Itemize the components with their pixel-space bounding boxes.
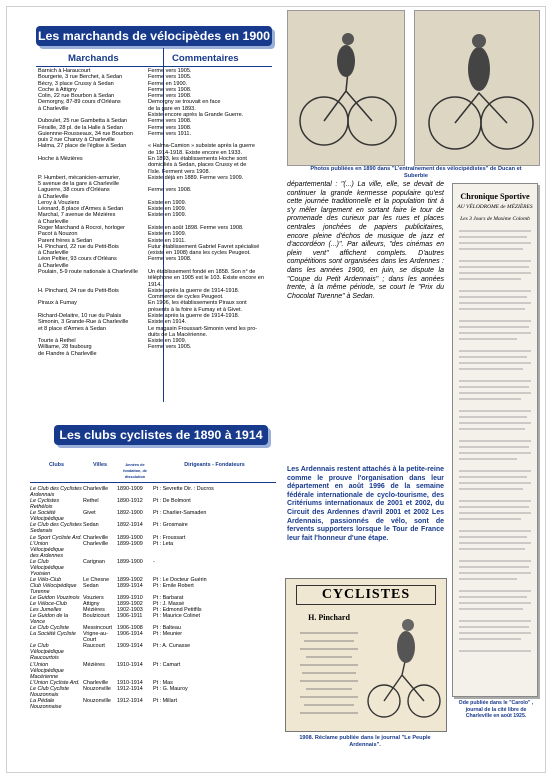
club-city: Charleville <box>83 679 109 686</box>
photo-cyclist-left <box>287 10 405 166</box>
merchant-comment: Ferme vers 1908. <box>148 86 192 93</box>
merchant-comment: Un établissement fondé en 1858. Son n° de <box>148 269 256 275</box>
ad-brand: CYCLISTES <box>296 585 436 605</box>
column-header-merchants: Marchands <box>68 53 119 64</box>
merchant-comment: de la gare en 1893. <box>148 105 196 112</box>
club-name: La Pédale Nouzonnaise <box>30 697 62 710</box>
merchant-comment: 1914. <box>148 281 162 288</box>
photos-caption: Photos publiées en 1890 dans "L'entraînement des vélocipédistes" de Ducan et Suberbie <box>310 166 522 179</box>
chronicle-title: Chronique Sportive <box>460 192 530 201</box>
merchant-name: Bourgerie, 3 rue Berchet, à Sedan <box>38 74 123 81</box>
merchant-name: à Charleville <box>38 250 69 257</box>
club-years: 1909-1914 <box>117 643 143 650</box>
merchant-comment: Ferme vers 1908. <box>148 187 192 194</box>
merchant-name: à Charleville <box>38 262 69 269</box>
merchant-name: de Flandre à Charleville <box>38 350 97 357</box>
club-name: Le Club Cycliste <box>30 685 69 692</box>
club-leaders: Pt : Charlier-Samaden <box>153 510 207 517</box>
merchant-name: Duboulet, 25 rue Gambetta à Sedan <box>38 118 128 125</box>
merchant-name: Halma, 27 place de l'église à Sedan <box>38 143 127 150</box>
club-leaders: Pt : Camart <box>153 661 181 668</box>
club-name: Le Club des Cyclistes <box>30 522 82 529</box>
merchant-comment <box>148 351 278 357</box>
club-years: 1890-1912 <box>117 498 143 505</box>
merchant-name: Richard-Delaitre, 10 rue du Palais <box>38 312 122 319</box>
header-rule <box>36 66 272 67</box>
merchant-name: 5 avenue de la gare à Charleville <box>38 181 120 188</box>
club-leaders: Pt : Sevrette Dir. : Ducros <box>153 486 214 493</box>
merchants-table <box>38 68 278 357</box>
merchant-comment: Ferme vers 1908. <box>148 256 192 263</box>
club-row <box>30 541 276 553</box>
club-name: Le Véloce-Club <box>30 601 67 608</box>
ad-text-block <box>298 627 360 723</box>
club-name: Le Guidon Vouzinois <box>30 594 80 601</box>
merchant-name: Piraux à Fumay <box>38 300 77 307</box>
merchant-comment: Existe en 1909. <box>148 206 187 213</box>
merchant-name: H. Pinchard, 24 rue du Petit-Bois <box>38 287 119 294</box>
club-name: L'Union Cycliste Ard. <box>30 679 80 686</box>
club-name: Turenne <box>30 588 50 595</box>
chronicle-section: Les 3 Jours de Maxime Colomb <box>460 216 530 222</box>
club-leaders: Pt : Le Docteur Guérin <box>153 576 207 583</box>
club-years: 1899-1909 <box>117 540 143 547</box>
club-row <box>30 559 276 571</box>
merchant-comment: présents à la foire à Fumay et à Givet. <box>148 306 243 313</box>
club-name: Le Sport Cycliste Ard. <box>30 534 82 541</box>
merchant-comment: « Halma-Camion » subsiste après la guerre <box>148 143 255 150</box>
club-city: Messincourt <box>83 625 113 632</box>
club-name: Le Club Vélocipédique <box>30 558 64 571</box>
club-leaders: Pt : G. Mauroy <box>153 685 188 692</box>
club-name: Yvoisien <box>30 570 51 577</box>
merchant-name: P. Humbert, mécanicien-armurier, <box>38 174 121 181</box>
club-city: Mézières <box>83 607 105 614</box>
club-name: Le Club Vélocipédique <box>30 643 64 656</box>
merchant-name: Léonard, 8 place d'Armes à Sedan <box>38 206 124 213</box>
merchant-comment: Demorgny se trouvait en face <box>148 99 221 106</box>
club-city: Nouzonville <box>83 685 111 692</box>
merchant-name: Hoche à Mézières <box>38 155 83 162</box>
club-city: Sedan <box>83 582 99 589</box>
club-name: Nouzonnais <box>30 691 59 698</box>
club-name: Raucourtois <box>30 655 59 662</box>
merchant-name: H. Pinchard, 22 rue du Petit-Bois <box>38 243 119 250</box>
merchant-comment: Ferme en 1900. <box>148 80 188 87</box>
highlight-text: Les Ardennais restent attachés à la petite-reine comme le prouve l'organisation dans leur département en août 1996 de la semaine fédérale internationale de cyclo-tourisme, des Critériums internationaux de 2001 et 2002, du Circuit des Ardennes d'avril 2001 et 2002 Les Ardennais, passionnés de vélo, sont de fervents supporters lorsque le Tour de France leur fait l'honneur d'une étape. <box>287 466 444 542</box>
chronicle-clipping <box>452 183 538 697</box>
club-name: Le Club Cycliste <box>30 625 69 632</box>
merchant-name: à Charleville <box>38 218 69 225</box>
merchant-name: Demorgny, 87-89 cours d'Orléans <box>38 99 121 106</box>
club-city: Vouziers <box>83 594 104 601</box>
ad-caption: 1908. Réclame publiée dans le journal "Le Peuple Ardennais". <box>299 735 431 748</box>
club-city: Carignan <box>83 558 105 565</box>
club-years: 1912-1914 <box>117 685 143 692</box>
club-city: Nouzonville <box>83 697 111 704</box>
club-years: 1899-1902 <box>117 576 143 583</box>
club-name: L'Union Vélocipédique <box>30 661 64 674</box>
merchant-name: Bécry, 3 place Crussy à Sedan <box>38 80 114 87</box>
merchant-row <box>38 351 278 357</box>
club-name: Macérienne <box>30 673 59 680</box>
section-title-merchants: Les marchands de vélocipèdes en 1900 <box>36 26 272 46</box>
merchant-name: Simonin, 3 Grande-Rue à Charleville <box>38 319 129 326</box>
club-years: 1899-1902 <box>117 601 143 608</box>
club-years: 1899-1900 <box>117 534 143 541</box>
merchant-comment: Ferme vers 1905. <box>148 74 192 81</box>
advertisement-image <box>285 578 447 732</box>
clubs-header-villes: Villes <box>93 462 107 468</box>
club-city: Boulzicourt <box>83 613 110 620</box>
merchant-comment: Existe en 1911. <box>148 237 186 244</box>
merchant-comment: Existe en 1909. <box>148 338 187 345</box>
club-years: 1902-1903 <box>117 607 143 614</box>
chronicle-subtitle: AU VÉLODROME de MÉZIÈRES <box>457 204 533 210</box>
club-leaders: Pt : Emile Robert <box>153 582 194 589</box>
club-leaders: Pt : Millart <box>153 697 177 704</box>
merchant-name: à Charleville <box>38 105 69 112</box>
club-city: Le Chesne <box>83 576 110 583</box>
club-row <box>30 643 276 655</box>
clubs-header-annees: Années de fondation, de dissolution <box>123 463 147 480</box>
merchant-comment: Ferme vers 1908. <box>148 124 192 131</box>
club-name: Club Vélocipédique <box>30 582 77 589</box>
merchant-comment: Futur établissement Gabriel Favret spécialisé <box>148 243 260 250</box>
club-leaders: Pt : Meunier <box>153 631 183 638</box>
clubs-table <box>30 462 276 710</box>
merchant-name: Féraille, 28 pl. de la Halle à Sedan <box>38 124 123 131</box>
club-name: Le Société Vélocipédique <box>30 510 64 523</box>
merchant-comment: de 1914-1918. Existe encore en 1933. <box>148 149 243 156</box>
club-leaders: Pt : Maurice Colinet <box>153 613 201 620</box>
merchant-comment: Existe en 1909. <box>148 231 187 238</box>
clubs-header-row <box>30 462 276 480</box>
merchant-name: et 8 place d'Armes à Sedan <box>38 325 106 332</box>
club-city: Mézières <box>83 661 105 668</box>
club-city: Charleville <box>83 540 109 547</box>
club-leaders: Pt : A. Cunasse <box>153 643 191 650</box>
merchant-name: Pacot à Nouzon <box>38 231 78 238</box>
merchant-comment: Existe déjà en 1889. Ferme vers 1909. <box>148 174 244 181</box>
club-city: Givet <box>83 510 96 517</box>
clubs-header-dirigeants: Dirigeants - Fondateurs <box>184 462 245 468</box>
merchant-comment: Commerce de cycles Peugeot. <box>148 294 224 301</box>
club-city: Raucourt <box>83 643 105 650</box>
merchant-comment: Ferme vers 1905. <box>148 344 192 351</box>
merchant-name: Tourte à Rethel <box>38 338 76 345</box>
merchant-comment: Ferme vers 1905. <box>148 68 192 74</box>
chronicle-caption: Ode publiée dans le "Carolo" , journal de la cité libre de Charleville en août 1925. <box>458 700 534 720</box>
club-leaders: - <box>153 558 155 565</box>
merchant-name: Coche à Attigny <box>38 86 77 93</box>
merchant-comment: Existe en 1909. <box>148 212 187 219</box>
club-years: 1899-1910 <box>117 594 143 601</box>
club-years: 1892-1914 <box>117 522 143 529</box>
club-leaders: Pt : Balteau <box>153 625 181 632</box>
merchant-comment: (existe en 1908) dans les cycles Peugeot. <box>148 250 251 257</box>
club-years: 1899-1900 <box>117 558 143 565</box>
merchant-name: Poulain, 5-9 route nationale à Charleville <box>38 269 138 275</box>
column-header-comments: Commentaires <box>172 53 239 64</box>
merchant-comment: Existe en août 1898. Ferme vers 1908. <box>148 225 244 232</box>
merchant-comment: En 1906, les établissements Piraux sont <box>148 300 247 307</box>
club-city: Vrigne-au-Court <box>83 631 108 644</box>
merchant-comment: Existe en 1909. <box>148 199 187 206</box>
club-years: 1906-1914 <box>117 631 143 638</box>
club-name: Le Cyclistes Rethélois <box>30 498 60 511</box>
merchant-name: Parent frères à Sedan <box>38 237 93 244</box>
club-name: La Société Cycliste <box>30 631 76 638</box>
club-name: Le Vélo-Club <box>30 576 62 583</box>
merchant-name: Léon Peltier, 93 cours d'Orléans <box>38 256 117 263</box>
club-leaders: Pt : Mas <box>153 679 173 686</box>
club-years: 1890-1909 <box>117 486 143 493</box>
merchant-name: Williame, 28 faubourg <box>38 344 92 351</box>
club-leaders: Pt : Froussart <box>153 534 186 541</box>
club-years: 1910-1914 <box>117 679 143 686</box>
merchant-name: Guiennne-Rousseaux, 34 rue Bourbon <box>38 130 133 137</box>
club-row <box>30 662 276 674</box>
club-name: Les Jumelles <box>30 607 62 614</box>
club-name: des Ardennes <box>30 552 64 559</box>
club-city: Attigny <box>83 601 100 608</box>
merchant-comment: Ferme vers 1908. <box>148 118 192 125</box>
merchant-comment: duits de La Macérienne. <box>148 331 208 338</box>
club-city: Rethel <box>83 498 99 505</box>
clubs-header-clubs: Clubs <box>49 462 64 468</box>
club-row <box>30 613 276 625</box>
body-text: départemental : "(...) La ville, elle, se devait de continuer la grande kermesse populaire qu'est cette journée traditionnelle et la population tint à s'y mêler largement en sortant faire le tour de promenade des curieux par les rues et places centrales jonchées de papiers publicitaires, encore pleine d'échos de musique de jazz et d'accordéon (...)". Par ailleurs, "des cinémas en plein vent" affichent complets. D'autres compétitions sont organisées dans les Ardennes : dans les années 1900, en juin, se dispute la "Coupe du Petit Ardennais" ; dans les années trente, à la même période, se court le "Prix du Chocolat Turenne" à Sedan. <box>287 181 444 300</box>
merchant-name: Colin, 22 rue Bourbon à Sedan <box>38 93 115 100</box>
merchant-name: à Charleville <box>38 193 69 200</box>
clubs-header-rule <box>30 482 276 483</box>
club-leaders: Pt : Barbarat <box>153 594 184 601</box>
merchant-name: Roger Marchand à Rocroi, horloger <box>38 225 125 232</box>
club-years: 1906-1911 <box>117 613 143 620</box>
photo-cyclist-right <box>414 10 540 166</box>
club-name: Le Guidon de la Vence <box>30 613 69 626</box>
club-leaders: Pt : Edmond Petitfils <box>153 607 202 614</box>
club-name: L'Union Vélocipédique <box>30 540 64 553</box>
merchant-name: puis 2 rue Chanzy à Charleville <box>38 137 115 144</box>
club-years: 1906-1908 <box>117 625 143 632</box>
section-title-clubs: Les clubs cyclistes de 1890 à 1914 <box>54 425 268 445</box>
club-city: Charleville <box>83 534 109 541</box>
club-name: Ardennais <box>30 492 55 499</box>
merchant-comment: Existe en 1914. <box>148 319 187 326</box>
merchant-comment: Ferme vers 1911. <box>148 130 192 137</box>
merchant-comment: Existe après la guerre de 1914-1918. <box>148 287 240 294</box>
merchant-name: Marchal, 7 avenue de Mézières <box>38 212 116 219</box>
merchant-comment: téléphone en 1905 est le 103. Existe encore en <box>148 275 264 282</box>
merchant-name: Barnich à Haraucourt <box>38 68 91 74</box>
club-leaders: Pt : De Bolmont <box>153 498 191 505</box>
merchant-comment: Ferme vers 1908. <box>148 93 192 100</box>
club-city: Sedan <box>83 522 99 529</box>
chronicle-body <box>453 222 537 670</box>
clubs-rows <box>30 486 276 710</box>
ad-cyclist-illustration <box>366 613 442 723</box>
merchant-name: Laguerre, 38 cours d'Orléans <box>38 187 110 194</box>
merchant-comment: En 1893, les établissements Hoche sont <box>148 155 247 162</box>
ad-name: H. Pinchard <box>308 613 350 622</box>
merchant-comment: Le magasin Froussart-Simonin vend les pro- <box>148 325 258 332</box>
club-leaders: Pt : J. Massé <box>153 601 185 608</box>
club-leaders: Pt : Grosmaire <box>153 522 188 529</box>
merchant-comment: l'Isle. Ferment vers 1908. <box>148 168 211 175</box>
club-row <box>30 510 276 522</box>
club-name: Le Club des Cyclistes <box>30 486 82 493</box>
merchant-comment: Existe encore après la Grande Guerre. <box>148 111 244 118</box>
club-years: 1899-1914 <box>117 582 143 589</box>
merchant-comment: domiciliés à Sedan, places Crussy et de <box>148 162 247 169</box>
club-row <box>30 631 276 643</box>
club-row <box>30 498 276 510</box>
club-row <box>30 698 276 710</box>
club-years: 1912-1914 <box>117 697 143 704</box>
club-years: 1910-1914 <box>117 661 143 668</box>
club-years: 1892-1900 <box>117 510 143 517</box>
club-leaders: Pt : Leta <box>153 540 174 547</box>
merchant-comment: Existe après la guerre de 1914-1918. <box>148 312 240 319</box>
merchant-name: Leroy à Vouziers <box>38 199 80 206</box>
club-name: Sedanais <box>30 528 53 535</box>
club-city: Charleville <box>83 486 109 493</box>
